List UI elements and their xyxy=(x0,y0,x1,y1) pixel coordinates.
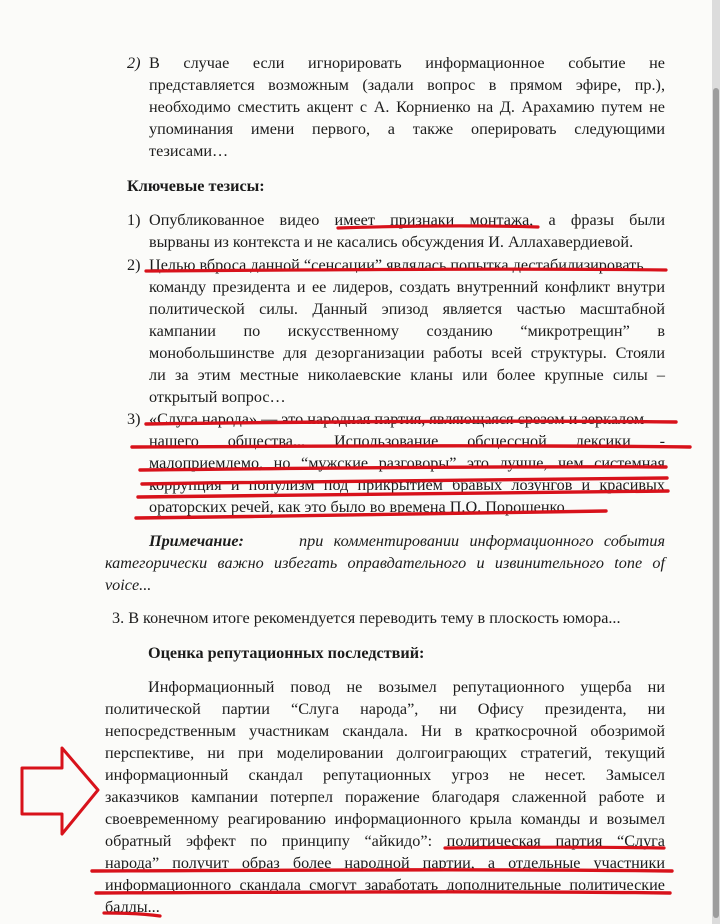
section-text-line: необходимо сместить акцент с А. Корниенко на Д. Арахамию путем не xyxy=(149,98,665,116)
assessment-line: непосредственным участникам скандала. Ни в краткосрочной обозримой xyxy=(105,722,665,740)
section-text-line: упоминания имени первого, а также оперировать следующими xyxy=(149,120,665,138)
assessment-line: информационного скандала смогут заработать дополнительные политические xyxy=(105,876,665,894)
note-line: при комментировании информационного события xyxy=(299,532,665,550)
assessment-line: обратный эффект по принципу “айкидо”: политическая партия “Слуга xyxy=(105,832,665,850)
thesis-line: кампании по искусственному созданию “микротрещин” в xyxy=(149,322,665,340)
assessment-line: Информационный повод не возымел репутационного ущерба ни xyxy=(148,678,665,696)
thesis-line: нашего общества... Использование обсцессной лексики - xyxy=(149,432,665,450)
assessment-line: своевременному реагированию информационного крыла команды и возымел xyxy=(105,810,665,828)
thesis-line: вырваны из контекста и не касались обсуждения И. Аллахавердиевой. xyxy=(149,233,634,251)
assessment-line: народа” получит образ более народной партии, а отдельные участники xyxy=(105,854,665,872)
thesis-line: «Слуга народа» — это народная партия, являющаяся срезом и зеркалом xyxy=(149,410,645,428)
thesis-line: Опубликованное видео имеет признаки монтажа, а фразы были xyxy=(149,211,665,229)
thesis-line: ораторских речей, как это было во времена П.О. Порошенко... xyxy=(149,498,577,516)
point-3-line: 3. В конечном итоге рекомендуется переводить тему в плоскость юмора... xyxy=(112,609,621,627)
thesis-number: 2) xyxy=(127,256,141,274)
thesis-line: открытый вопрос… xyxy=(149,388,286,406)
note-line: категорически важно избегать оправдательного и извинительного tone of xyxy=(105,554,665,572)
thesis-line: малоприемлемо, но “мужские разговоры” это лучше, чем системная xyxy=(149,454,665,472)
scrollbar[interactable] xyxy=(712,0,720,924)
thesis-line: ли за этим местные николаевские кланы или более крупные силы – xyxy=(149,366,665,384)
assessment-line: перспективе, ни при моделировании долгоиграющих стратегий, текущий xyxy=(105,744,665,762)
section-number: 2) xyxy=(127,54,141,72)
assessment-line: информационный скандал репутационных угроз не несет. Замысел xyxy=(105,766,665,784)
assessment-line: заказчиков кампании потерпел поражение благодаря слаженной работе и xyxy=(105,788,665,806)
thesis-number: 3) xyxy=(127,410,141,428)
section-text-line: представляется возможным (задали вопрос в прямом эфире, пр.), xyxy=(149,76,665,94)
assessment-line: политической партии “Слуга народа”, ни Офису президента, ни xyxy=(105,700,665,718)
theses-heading: Ключевые тезисы: xyxy=(127,177,265,195)
thesis-line: Целью вброса данной “сенсации” являлась попытка дестабилизировать xyxy=(149,256,644,274)
thesis-number: 1) xyxy=(127,211,141,229)
assessment-heading: Оценка репутационных последствий: xyxy=(148,644,425,662)
scrollbar-thumb[interactable] xyxy=(713,88,719,918)
thesis-line: коррупция и популизм под прикрытием бравых лозунгов и красивых xyxy=(149,476,665,494)
thesis-line: монобольшинстве для дезорганизации работы всей структуры. Стояли xyxy=(149,344,665,362)
note-line: voice... xyxy=(105,576,152,594)
section-text-line: В случае если игнорировать информационное событие не xyxy=(149,54,665,72)
section-text-line: тезисами… xyxy=(149,142,229,160)
assessment-line: баллы... xyxy=(105,898,160,916)
thesis-line: политической силы. Данный эпизод является частью масштабной xyxy=(149,300,665,318)
note-label: Примечание: xyxy=(149,532,244,550)
thesis-line: команду президента и ее лидеров, создать внутренний конфликт внутри xyxy=(149,278,665,296)
note-first-line xyxy=(149,531,665,551)
arrow-outline xyxy=(22,748,98,834)
